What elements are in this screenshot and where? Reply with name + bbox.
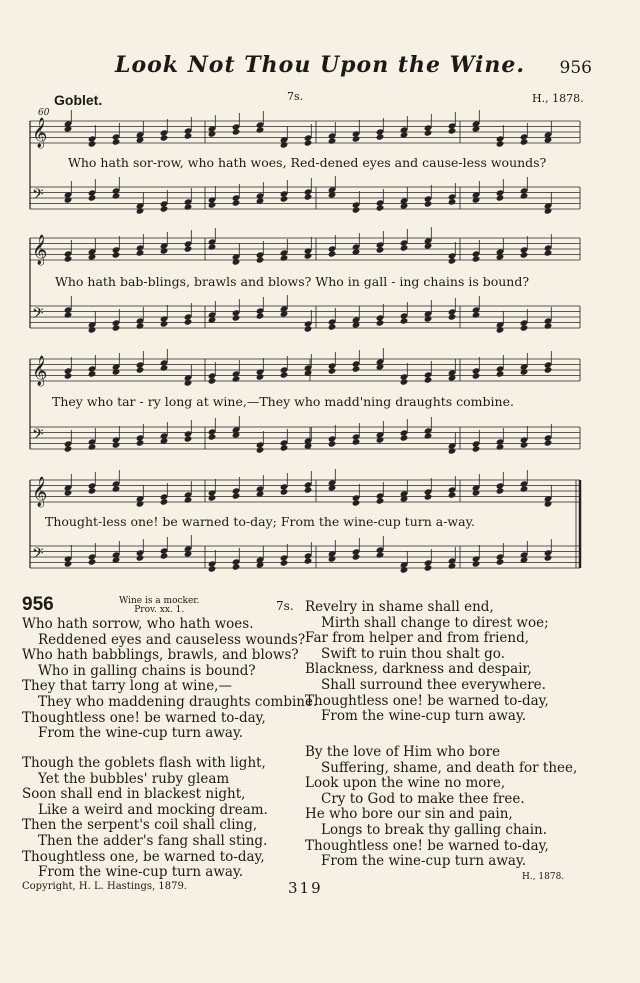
note-head bbox=[328, 555, 337, 562]
note-head bbox=[424, 129, 433, 136]
note-head bbox=[448, 491, 457, 498]
note-head bbox=[376, 246, 385, 253]
verse-line: From the wine-cup turn away. bbox=[321, 853, 527, 870]
note-head bbox=[472, 489, 481, 496]
verse-line: Who hath babblings, brawls, and blows? bbox=[22, 647, 299, 664]
treble-clef: 𝄞 bbox=[32, 477, 48, 507]
verse-line: Cry to God to make thee free. bbox=[321, 790, 525, 807]
verse-line: Thoughtless one! be warned to-day, bbox=[305, 837, 549, 854]
note-head bbox=[520, 251, 529, 258]
note-head bbox=[184, 379, 193, 386]
verse-line: They who maddening draughts combine. bbox=[38, 693, 318, 710]
note-head bbox=[280, 488, 289, 495]
verse-line: Longs to break thy galling chain. bbox=[321, 821, 548, 838]
note-head bbox=[544, 500, 553, 507]
note-head bbox=[400, 566, 409, 573]
bass-clef: 𝄢 bbox=[32, 186, 44, 207]
note-head bbox=[64, 489, 73, 496]
note-head bbox=[544, 322, 553, 329]
verse-line: Who hath sorrow, who hath woes. bbox=[22, 616, 254, 632]
note-head bbox=[208, 377, 217, 384]
note-head bbox=[136, 366, 145, 373]
stanza-4 bbox=[305, 745, 577, 870]
note-head bbox=[424, 432, 433, 439]
note-head bbox=[400, 244, 409, 251]
note-head bbox=[160, 552, 169, 559]
note-head bbox=[328, 323, 337, 330]
verse-line: Shall surround thee everywhere. bbox=[321, 676, 546, 693]
note-head bbox=[328, 137, 337, 144]
verse-line: By the love of Him who bore bbox=[305, 744, 501, 760]
note-head bbox=[544, 207, 553, 214]
note-head bbox=[400, 317, 409, 324]
note-head bbox=[544, 249, 553, 256]
composer-credit: H., 1878. bbox=[532, 92, 584, 105]
note-head bbox=[160, 320, 169, 327]
note-head bbox=[400, 378, 409, 385]
note-head bbox=[232, 258, 241, 265]
note-head bbox=[232, 563, 241, 570]
note-head bbox=[208, 433, 217, 440]
note-head bbox=[472, 311, 481, 318]
note-head bbox=[160, 205, 169, 212]
note-head bbox=[520, 138, 529, 145]
verse-line: Soon shall end in blackest night, bbox=[22, 786, 246, 803]
verse-line: Though the goblets flash with light, bbox=[22, 755, 266, 771]
note-head bbox=[64, 196, 73, 203]
note-head bbox=[424, 493, 433, 500]
note-head bbox=[184, 496, 193, 503]
note-head bbox=[88, 443, 97, 450]
verse-line: Yet the bubbles' ruby gleam bbox=[38, 770, 230, 787]
note-head bbox=[184, 203, 193, 210]
note-head bbox=[280, 195, 289, 202]
note-head bbox=[304, 193, 313, 200]
stanza-2 bbox=[22, 756, 268, 881]
tempo-mark: 60 bbox=[38, 108, 50, 118]
verse-line: They that tarry long at wine,— bbox=[22, 678, 232, 695]
note-head bbox=[256, 256, 265, 263]
note-head bbox=[448, 447, 457, 454]
note-head bbox=[424, 315, 433, 322]
bass-clef: 𝄢 bbox=[32, 545, 44, 566]
note-head bbox=[232, 314, 241, 321]
note-head bbox=[304, 139, 313, 146]
note-head bbox=[376, 436, 385, 443]
note-head bbox=[232, 199, 241, 206]
note-head bbox=[520, 368, 529, 375]
note-head bbox=[472, 255, 481, 262]
note-head bbox=[208, 494, 217, 501]
note-head bbox=[472, 196, 481, 203]
note-head bbox=[88, 140, 97, 147]
note-head bbox=[184, 435, 193, 442]
note-head bbox=[232, 492, 241, 499]
note-head bbox=[64, 255, 73, 262]
treble-clef: 𝄞 bbox=[32, 356, 48, 386]
note-head bbox=[376, 551, 385, 558]
note-head bbox=[136, 439, 145, 446]
note-head bbox=[64, 445, 73, 452]
note-head bbox=[472, 560, 481, 567]
note-head bbox=[520, 441, 529, 448]
note-head bbox=[280, 141, 289, 148]
note-head bbox=[88, 487, 97, 494]
note-head bbox=[496, 370, 505, 377]
stanza-1 bbox=[22, 617, 317, 742]
scripture-reference: Wine is a mocker. Prov. xx. 1. bbox=[119, 596, 200, 615]
hymn-meter: 7s. bbox=[276, 599, 294, 613]
verse-line: From the wine-cup turn away. bbox=[321, 708, 527, 725]
note-head bbox=[160, 498, 169, 505]
note-head bbox=[496, 140, 505, 147]
note-head bbox=[112, 251, 121, 258]
note-head bbox=[112, 324, 121, 331]
note-head bbox=[208, 565, 217, 572]
note-head bbox=[280, 371, 289, 378]
verse-line: Then the adder's fang shall sting. bbox=[38, 832, 268, 849]
tune-name: Goblet. bbox=[54, 92, 103, 108]
hymn-number: 956 bbox=[22, 594, 54, 615]
note-head bbox=[424, 200, 433, 207]
verse-line: Then the serpent's coil shall cling, bbox=[22, 817, 258, 834]
note-head bbox=[352, 206, 361, 213]
note-head bbox=[160, 364, 169, 371]
note-head bbox=[496, 443, 505, 450]
verse-line: Swift to ruin thou shalt go. bbox=[321, 645, 505, 662]
note-head bbox=[376, 133, 385, 140]
note-head bbox=[520, 324, 529, 331]
verse-line: He who bore our sin and pain, bbox=[305, 806, 513, 823]
note-head bbox=[496, 487, 505, 494]
note-head bbox=[448, 257, 457, 264]
note-head bbox=[64, 560, 73, 567]
meter-label: 7s. bbox=[287, 90, 304, 103]
note-head bbox=[280, 254, 289, 261]
verse-line: Like a weird and mocking dream. bbox=[38, 801, 268, 818]
note-head bbox=[256, 373, 265, 380]
note-head bbox=[256, 446, 265, 453]
note-head bbox=[88, 370, 97, 377]
hymn-title: Look Not Thou Upon the Wine. bbox=[114, 52, 526, 78]
treble-clef: 𝄞 bbox=[32, 235, 48, 265]
verse-line: Who in galling chains is bound? bbox=[38, 662, 256, 679]
note-head bbox=[376, 319, 385, 326]
note-head bbox=[232, 128, 241, 135]
note-head bbox=[184, 132, 193, 139]
bass-clef: 𝄢 bbox=[32, 426, 44, 447]
note-head bbox=[352, 135, 361, 142]
verse-line: Thoughtless one! be warned to-day, bbox=[305, 692, 549, 709]
note-head bbox=[136, 249, 145, 256]
note-head bbox=[424, 376, 433, 383]
note-head bbox=[544, 439, 553, 446]
note-head bbox=[256, 126, 265, 133]
note-head bbox=[184, 318, 193, 325]
note-head bbox=[232, 375, 241, 382]
note-head bbox=[112, 485, 121, 492]
note-head bbox=[544, 366, 553, 373]
note-head bbox=[112, 138, 121, 145]
note-head bbox=[424, 564, 433, 571]
note-head bbox=[496, 326, 505, 333]
hymn-number-header: 956 bbox=[559, 58, 592, 78]
note-head bbox=[448, 198, 457, 205]
note-head bbox=[496, 194, 505, 201]
note-head bbox=[520, 485, 529, 492]
note-head bbox=[352, 438, 361, 445]
note-head bbox=[304, 325, 313, 332]
note-head bbox=[208, 130, 217, 137]
note-head bbox=[280, 444, 289, 451]
note-head bbox=[376, 497, 385, 504]
note-head bbox=[184, 245, 193, 252]
stanza-3 bbox=[305, 600, 549, 725]
verse-line: Thoughtless one, be warned to-day, bbox=[22, 848, 265, 865]
verse-line: Mirth shall change to direst woe; bbox=[321, 614, 549, 631]
note-head bbox=[376, 204, 385, 211]
note-head bbox=[328, 440, 337, 447]
note-head bbox=[352, 365, 361, 372]
note-head bbox=[304, 486, 313, 493]
note-head bbox=[136, 322, 145, 329]
verse-line: From the wine-cup turn away. bbox=[38, 725, 244, 742]
note-head bbox=[160, 134, 169, 141]
note-head bbox=[88, 194, 97, 201]
note-head bbox=[136, 554, 145, 561]
note-head bbox=[328, 367, 337, 374]
note-head bbox=[448, 313, 457, 320]
note-head bbox=[136, 500, 145, 507]
note-head bbox=[112, 368, 121, 375]
verse-line: Thoughtless one! be warned to-day, bbox=[22, 709, 266, 726]
note-head bbox=[352, 553, 361, 560]
note-head bbox=[496, 558, 505, 565]
note-head bbox=[136, 207, 145, 214]
note-head bbox=[544, 554, 553, 561]
copyright-notice: Copyright, H. L. Hastings, 1879. bbox=[22, 881, 187, 892]
note-head bbox=[64, 311, 73, 318]
note-head bbox=[208, 243, 217, 250]
note-head bbox=[304, 557, 313, 564]
note-head bbox=[304, 252, 313, 259]
verse-line: Blackness, darkness and despair, bbox=[305, 661, 532, 678]
note-head bbox=[112, 192, 121, 199]
verse-line: Revelry in shame shall end, bbox=[305, 599, 494, 615]
note-head bbox=[472, 372, 481, 379]
note-head bbox=[160, 247, 169, 254]
bass-clef: 𝄢 bbox=[32, 305, 44, 326]
note-head bbox=[448, 562, 457, 569]
note-head bbox=[208, 201, 217, 208]
note-head bbox=[352, 499, 361, 506]
treble-clef: 𝄞 bbox=[32, 118, 48, 148]
note-head bbox=[472, 445, 481, 452]
verse-line: Far from helper and from friend, bbox=[305, 630, 530, 647]
note-head bbox=[328, 250, 337, 257]
note-head bbox=[88, 558, 97, 565]
note-head bbox=[400, 434, 409, 441]
author-signature: H., 1878. bbox=[522, 872, 565, 882]
verse-line: Look upon the wine no more, bbox=[305, 775, 506, 792]
note-head bbox=[64, 372, 73, 379]
verse-line: From the wine-cup turn away. bbox=[38, 864, 244, 881]
verse-line: Reddened eyes and causeless wounds? bbox=[38, 631, 306, 648]
verse-line: Suffering, shame, and death for thee, bbox=[321, 759, 578, 776]
note-head bbox=[256, 312, 265, 319]
note-head bbox=[280, 559, 289, 566]
note-head bbox=[520, 192, 529, 199]
note-head bbox=[112, 441, 121, 448]
page-number: 319 bbox=[288, 879, 323, 897]
note-head bbox=[88, 326, 97, 333]
note-head bbox=[448, 127, 457, 134]
